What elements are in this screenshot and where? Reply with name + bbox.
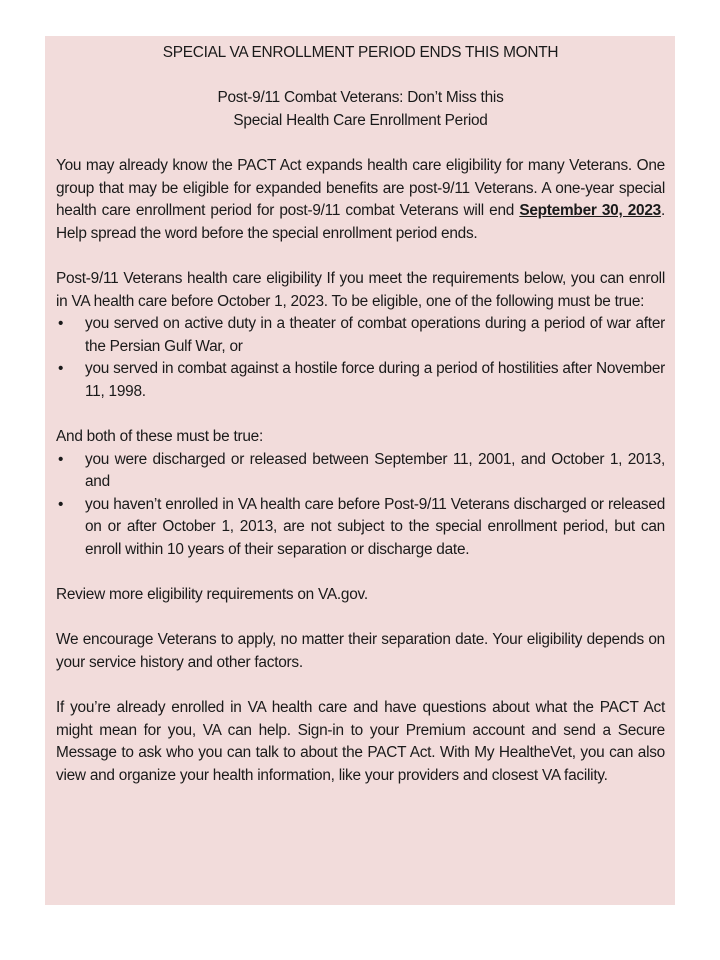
both-requirements-list <box>56 449 665 562</box>
eligibility-intro: Post-9/11 Veterans health care eligibility If you meet the requirements below, you can enroll in VA health care before October 1, 2023. To be eligible, one of the following must be true: <box>56 269 665 310</box>
requirement-text: you were discharged or released between September 11, 2001, and October 1, 2013, and <box>85 450 665 491</box>
subhead-line-1: Post-9/11 Combat Veterans: Don’t Miss this <box>217 89 504 107</box>
flyer-subhead <box>56 87 665 132</box>
enrollment-flyer <box>45 36 675 905</box>
requirement-text: you served in combat against a hostile force during a period of hostilities after November 11, 1998. <box>85 360 665 400</box>
both-requirements-intro: And both of these must be true: <box>56 428 263 446</box>
one-of-requirements-list <box>56 313 665 403</box>
bullet-icon: • <box>58 360 64 378</box>
list-item <box>56 449 665 494</box>
requirement-text: you served on active duty in a theater of combat operations during a period of war after the Persian Gulf War, or <box>85 315 665 355</box>
list-item <box>56 358 665 403</box>
bullet-icon: • <box>58 495 64 513</box>
encourage-paragraph: We encourage Veterans to apply, no matter their separation date. Your eligibility depends on your service history and other factors. <box>56 631 665 672</box>
list-item <box>56 313 665 358</box>
bullet-icon: • <box>58 315 64 333</box>
intro-text-before: You may already know the PACT Act expands health care eligibility for many Veterans. One group that may be eligible for expanded benefits are post-9/11 Veterans. A one-year special health care enrollment period for post-9/11 combat Veterans will end <box>56 156 665 220</box>
intro-text-after: . Help spread the word before the special enrollment period ends. <box>56 202 665 242</box>
subhead-line-2: Special Health Care Enrollment Period <box>233 111 488 129</box>
intro-paragraph <box>56 155 665 245</box>
bullet-icon: • <box>58 450 64 468</box>
already-enrolled-paragraph: If you’re already enrolled in VA health care and have questions about what the PACT Act might mean for you, VA can help. Sign-in to your Premium account and send a Secure Message to ask who you can talk to about the PACT Act. With My HealtheVet, you can also view and organize your health information, like your providers and closest VA facility. <box>56 699 665 784</box>
requirement-text: you haven’t enrolled in VA health care before Post-9/11 Veterans discharged or released on or after October 1, 2013, are not subject to the special enrollment period, but can enroll within 10 years of their separation or discharge date. <box>85 495 665 559</box>
list-item <box>56 494 665 562</box>
deadline-date: September 30, 2023 <box>519 202 661 220</box>
flyer-headline: SPECIAL VA ENROLLMENT PERIOD ENDS THIS MONTH <box>162 44 559 61</box>
review-paragraph: Review more eligibility requirements on VA.gov. <box>56 586 368 604</box>
